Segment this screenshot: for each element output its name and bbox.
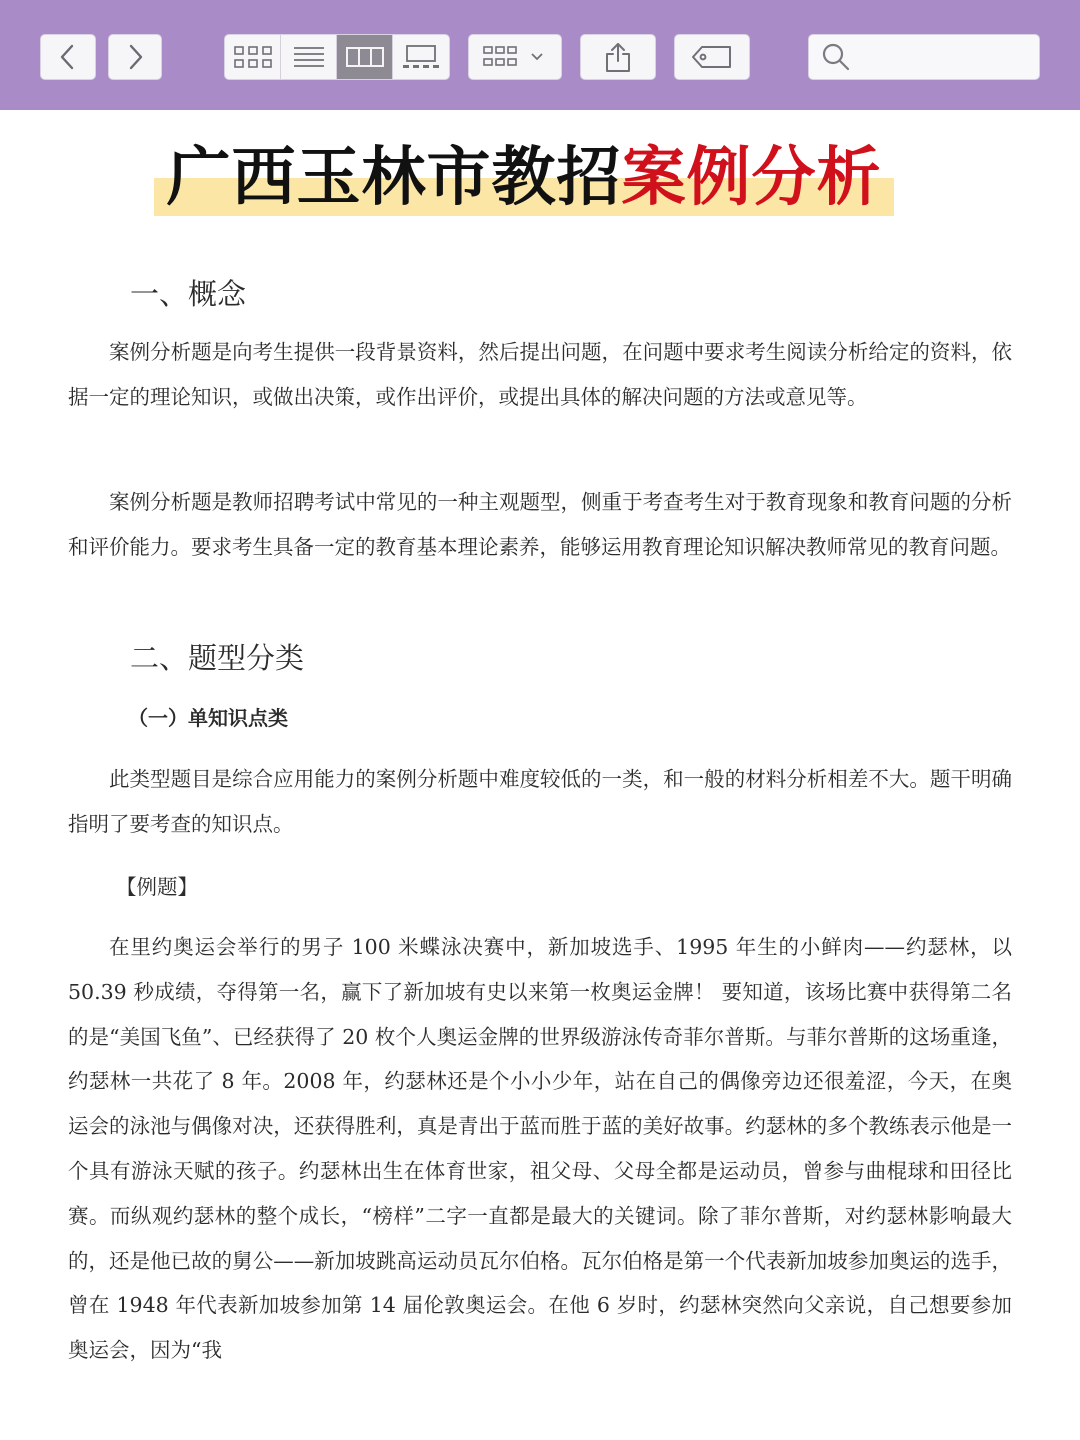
share-button[interactable] — [580, 34, 656, 80]
group-by-button[interactable] — [468, 34, 562, 80]
list-view-icon — [292, 44, 326, 70]
tag-button[interactable] — [674, 34, 750, 80]
tag-icon — [690, 43, 734, 71]
forward-button[interactable] — [108, 34, 162, 80]
example-text: 在里约奥运会举行的男子 100 米蝶泳决赛中，新加坡选手、1995 年生的小鲜肉——约瑟林，以 50.39 秒成绩，夺得第一名，赢下了新加坡有史以来第一枚奥运金牌！ 要知道，该场比赛中获得第二名的是“美国飞鱼”、已经获得了 20 枚个人奥运金牌的世界级游泳传奇菲尔普斯。与菲尔普斯的这场重逢，约瑟林一共花了 8 年。2008 年，约瑟林还是个小小少年，站在自己的偶像旁边还很羞涩，今天，在奥运会的泳池与偶像对决，还获得胜利，真是青出于蓝而胜于蓝的美好故事。约瑟林的多个教练表示他是一个具有游泳天赋的孩子。约瑟林出生在体育世家，祖父母、父母全都是运动员，曾参与曲棍球和田径比赛。而纵观约瑟林的整个成长，“榜样”二字一直都是最大的关键词。除了菲尔普斯，对约瑟林影响最大的，还是他已故的舅公——新加坡跳高运动员瓦尔伯格。瓦尔伯格是第一个代表新加坡参加奥运的选手，曾在 1948 年代表新加坡参加第 14 届伦敦奥运会。在他 6 岁时，约瑟林突然向父亲说，自己想要参加奥运会，因为“我 — [68, 935, 1012, 1363]
column-view-icon — [345, 45, 385, 69]
share-icon — [603, 40, 633, 74]
section-heading-types: 二、题型分类 — [130, 641, 305, 675]
section-heading-concept: 一、概念 — [130, 277, 247, 311]
group-icon — [480, 43, 550, 71]
search-input[interactable] — [859, 46, 1033, 69]
chevron-right-icon — [124, 42, 146, 72]
title-accent: 案例分析 — [621, 141, 882, 215]
toolbar — [0, 0, 1080, 110]
paragraph-single-point: 此类型题目是综合应用能力的案例分析题中难度较低的一类，和一般的材料分析相差不大。题干明确指明了要考查的知识点。 — [68, 767, 1012, 836]
search-icon — [821, 42, 851, 72]
example-label: 【例题】 — [116, 875, 198, 899]
grid-view-button[interactable] — [225, 35, 281, 79]
column-view-button[interactable] — [337, 35, 393, 79]
chevron-left-icon — [57, 42, 79, 72]
grid-view-icon — [233, 44, 273, 70]
paragraph-concept-1: 案例分析题是向考生提供一段背景资料，然后提出问题，在问题中要求考生阅读分析给定的资料，依据一定的理论知识，或做出决策，或作出评价，或提出具体的解决问题的方法或意见等。 — [68, 340, 1012, 409]
gallery-view-button[interactable] — [393, 35, 449, 79]
page-title — [154, 138, 894, 218]
view-mode-switcher — [224, 34, 450, 80]
chevron-down-icon — [532, 54, 542, 59]
subheading-single-point: （一）单知识点类 — [128, 706, 288, 730]
title-main: 广西玉林市教招 — [166, 141, 622, 215]
paragraph-concept-2: 案例分析题是教师招聘考试中常见的一种主观题型，侧重于考查考生对于教育现象和教育问题的分析和评价能力。要求考生具备一定的教育基本理论素养，能够运用教育理论知识解决教师常见的教育问题。 — [68, 490, 1012, 559]
search-field[interactable] — [808, 34, 1040, 80]
list-view-button[interactable] — [281, 35, 337, 79]
back-button[interactable] — [40, 34, 96, 80]
gallery-view-icon — [401, 43, 441, 71]
title-block — [154, 138, 894, 218]
